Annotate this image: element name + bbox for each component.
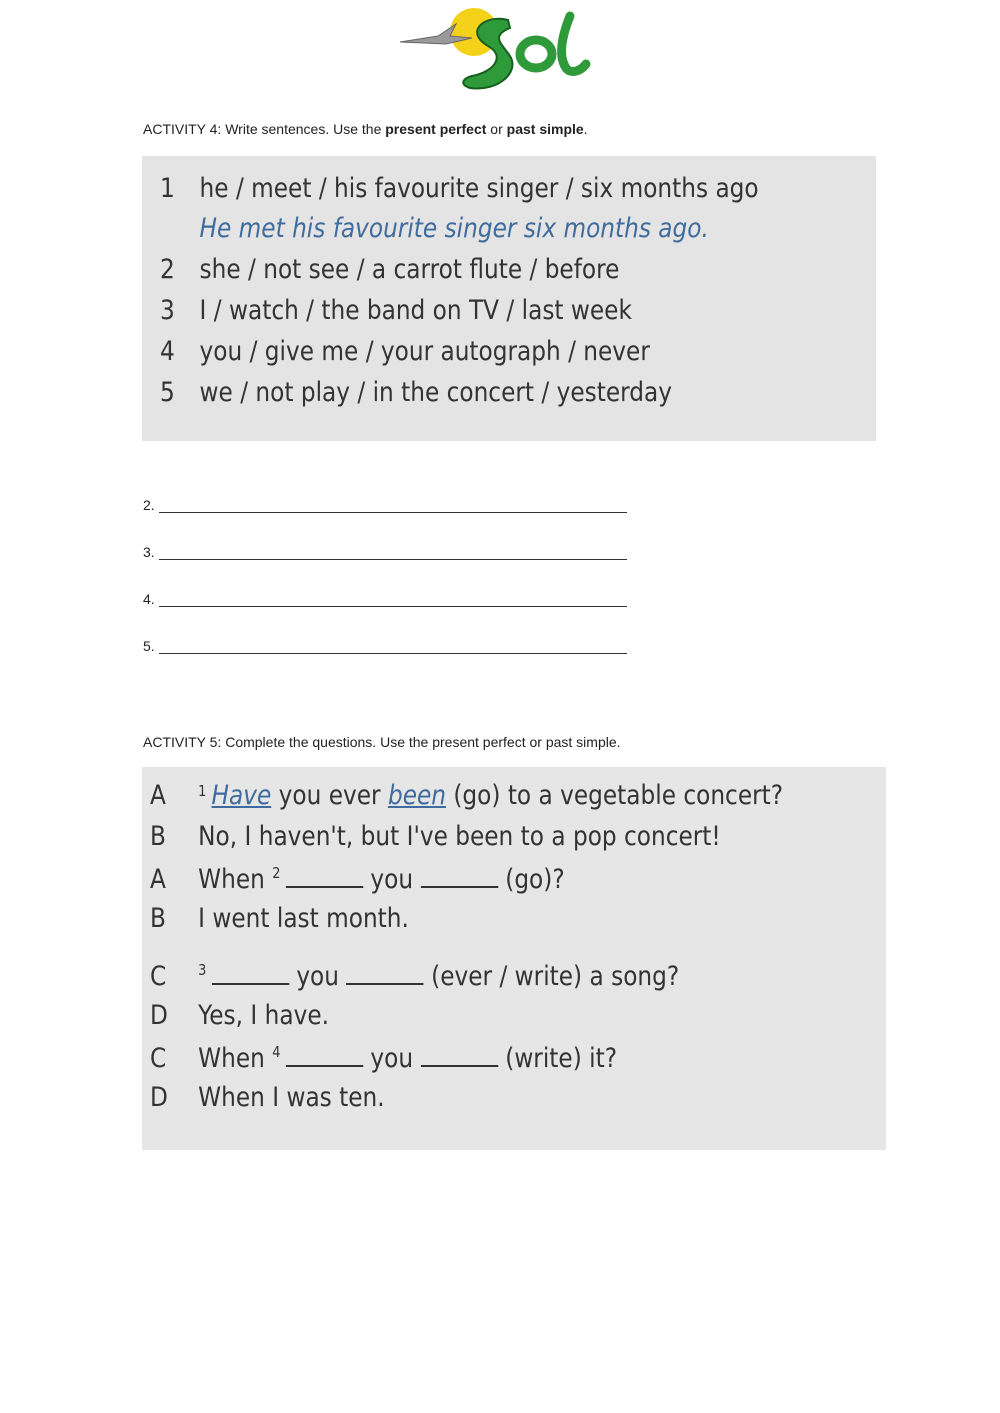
item-number: 2 xyxy=(160,254,175,285)
dialogue-text: Yes, I have. xyxy=(198,1000,330,1031)
activity5-heading: ACTIVITY 5: Complete the questions. Use the present perfect or past simple. xyxy=(143,734,621,750)
speaker-label: C xyxy=(150,961,167,992)
dialogue-line xyxy=(150,903,409,943)
dialogue-text: (go)? xyxy=(505,864,565,895)
question-number: 1 xyxy=(198,782,207,800)
dialogue-text: When xyxy=(198,864,265,895)
answer-line-3[interactable] xyxy=(143,544,627,560)
answer-blank[interactable] xyxy=(420,862,497,888)
dialogue-text: (go) to a vegetable concert? xyxy=(453,780,784,811)
answer-label: 4. xyxy=(143,591,155,607)
exercise-item xyxy=(160,295,632,335)
item-number: 5 xyxy=(160,377,175,408)
answer-blank[interactable] xyxy=(420,1041,497,1067)
item-number: 3 xyxy=(160,295,175,326)
answer-blank[interactable] xyxy=(286,862,363,888)
dialogue-line xyxy=(150,780,783,820)
dialogue-text: you ever xyxy=(278,780,381,811)
dialogue-line xyxy=(150,1041,617,1081)
speaker-label: D xyxy=(150,1082,168,1113)
dialogue-text: (ever / write) a song? xyxy=(431,961,680,992)
activity4-heading xyxy=(143,121,588,137)
dialogue-text: you xyxy=(296,961,339,992)
heading-text: . xyxy=(583,121,588,137)
question-number: 2 xyxy=(272,864,281,882)
heading-text: ACTIVITY 4: Write sentences. Use the xyxy=(143,121,386,137)
answer-line-5[interactable] xyxy=(143,638,627,654)
activity4-exercise-image xyxy=(142,156,876,441)
dialogue-line xyxy=(150,1082,385,1122)
answer-blank[interactable] xyxy=(346,959,423,985)
dialogue-line xyxy=(150,959,679,999)
exercise-item xyxy=(160,377,672,417)
heading-bold-past-simple: past simple xyxy=(506,121,584,137)
sol-logo xyxy=(398,2,598,94)
example-answer-word: been xyxy=(387,780,446,811)
answer-blank[interactable] xyxy=(212,959,289,985)
exercise-item xyxy=(160,254,619,294)
question-number: 4 xyxy=(272,1043,281,1061)
item-prompt: you / give me / your autograph / never xyxy=(199,336,650,367)
dialogue-text: you xyxy=(370,864,414,895)
exercise-item xyxy=(160,173,759,213)
speaker-label: C xyxy=(150,1043,167,1074)
answer-blank[interactable] xyxy=(159,592,627,607)
dialogue-text: you xyxy=(370,1043,414,1074)
speaker-label: B xyxy=(150,821,166,852)
answer-blank[interactable] xyxy=(286,1041,363,1067)
item-number: 4 xyxy=(160,336,175,367)
item-number: 1 xyxy=(160,173,175,204)
activity5-exercise-image xyxy=(142,767,886,1150)
answer-blank[interactable] xyxy=(159,498,627,513)
item-prompt: she / not see / a carrot flute / before xyxy=(199,254,620,285)
heading-bold-present-perfect: present perfect xyxy=(385,121,487,137)
example-answer xyxy=(160,213,709,253)
answer-blank[interactable] xyxy=(159,545,627,560)
example-answer-word: Have xyxy=(211,780,272,811)
speaker-label: D xyxy=(150,1000,168,1031)
answer-blank[interactable] xyxy=(159,639,627,654)
dialogue-line xyxy=(150,862,565,902)
dialogue-text: (write) it? xyxy=(505,1043,618,1074)
answer-label: 3. xyxy=(143,544,155,560)
item-prompt: we / not play / in the concert / yesterday xyxy=(199,377,672,408)
speaker-label: B xyxy=(150,903,166,934)
dialogue-line xyxy=(150,821,721,861)
dialogue-line xyxy=(150,1000,329,1040)
answer-label: 5. xyxy=(143,638,155,654)
example-sentence: He met his favourite singer six months ago. xyxy=(199,213,709,244)
dialogue-text: When xyxy=(198,1043,265,1074)
answer-line-4[interactable] xyxy=(143,591,627,607)
answer-label: 2. xyxy=(143,497,155,513)
speaker-label: A xyxy=(150,864,166,895)
item-prompt: I / watch / the band on TV / last week xyxy=(199,295,632,326)
dialogue-text: When I was ten. xyxy=(198,1082,385,1113)
speaker-label: A xyxy=(150,780,166,811)
heading-text: or xyxy=(486,121,507,137)
dialogue-text: No, I haven't, but I've been to a pop concert! xyxy=(198,821,721,852)
question-number: 3 xyxy=(198,961,207,979)
answer-line-2[interactable] xyxy=(143,497,627,513)
exercise-item xyxy=(160,336,650,376)
item-prompt: he / meet / his favourite singer / six months ago xyxy=(199,173,759,204)
dialogue-text: I went last month. xyxy=(198,903,409,934)
